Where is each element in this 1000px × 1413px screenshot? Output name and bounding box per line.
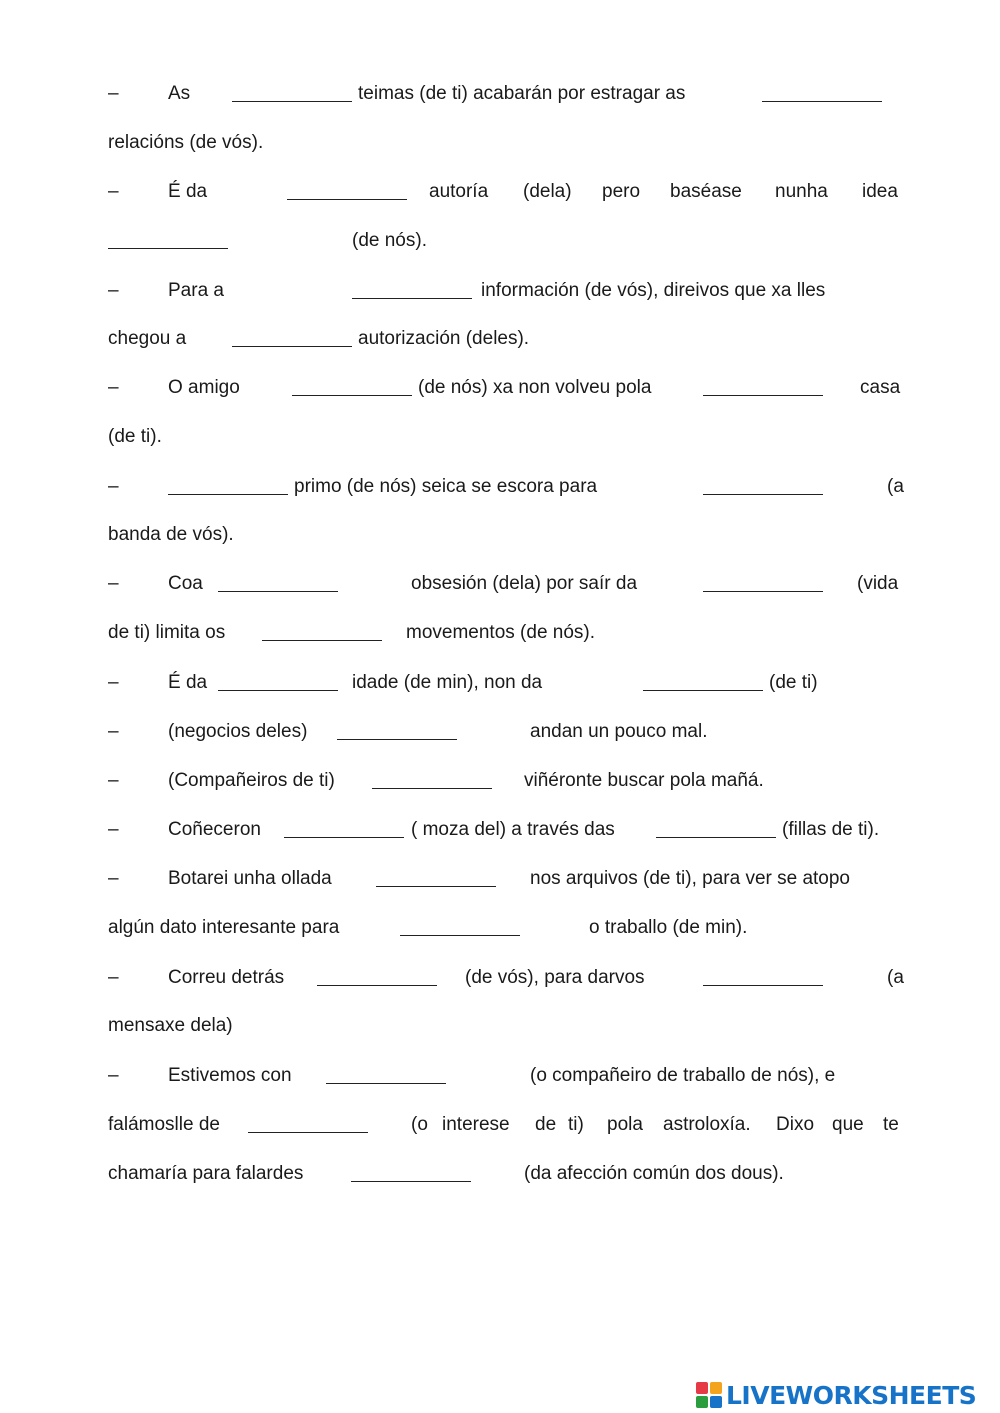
text-segment: ( moza del) a través das <box>411 819 615 840</box>
blank-input[interactable] <box>232 101 352 102</box>
exercise-line-20 <box>0 1011 1000 1041</box>
text-segment: (fillas de ti). <box>782 819 880 840</box>
text-segment: As <box>168 83 191 104</box>
exercise-line-14 <box>0 717 1000 747</box>
dash: – <box>108 377 119 398</box>
exercise-line-15 <box>0 766 1000 796</box>
blank-input[interactable] <box>317 985 437 986</box>
text-segment: viñéronte buscar pola mañá. <box>524 770 764 791</box>
text-segment: Coñeceron <box>168 819 261 840</box>
text-segment: (de nós) xa non volveu pola <box>418 377 652 398</box>
logo-tiles-icon <box>696 1382 722 1408</box>
exercise-line-2 <box>0 128 1000 158</box>
exercise-line-6 <box>0 324 1000 354</box>
text-segment: (de ti) <box>769 672 818 693</box>
text-segment: (o <box>411 1114 428 1135</box>
blank-input[interactable] <box>703 591 823 592</box>
text-segment: nos arquivos (de ti), para ver se atopo <box>530 868 851 889</box>
exercise-line-12 <box>0 618 1000 648</box>
text-segment: casa <box>860 377 901 398</box>
exercise-line-3 <box>0 177 1000 207</box>
blank-input[interactable] <box>287 199 407 200</box>
dash: – <box>108 967 119 988</box>
text-segment: relacións (de vós). <box>108 132 264 153</box>
dash: – <box>108 476 119 497</box>
text-segment: información (de vós), direivos que xa lles <box>481 280 826 301</box>
text-segment: Dixo <box>776 1114 815 1135</box>
liveworksheets-logo <box>696 1378 976 1412</box>
blank-input[interactable] <box>351 1181 471 1182</box>
text-segment: (a <box>887 967 904 988</box>
text-segment: movementos (de nós). <box>406 622 596 643</box>
text-segment: (negocios deles) <box>168 721 308 742</box>
exercise-line-16 <box>0 815 1000 845</box>
text-segment: Estivemos con <box>168 1065 292 1086</box>
blank-input[interactable] <box>218 591 338 592</box>
dash: – <box>108 721 119 742</box>
text-segment: (de vós), para darvos <box>465 967 645 988</box>
exercise-line-19 <box>0 963 1000 993</box>
blank-input[interactable] <box>703 985 823 986</box>
exercise-line-18 <box>0 913 1000 943</box>
dash: – <box>108 672 119 693</box>
text-segment: (o compañeiro de traballo de nós), e <box>530 1065 836 1086</box>
blank-input[interactable] <box>248 1132 368 1133</box>
text-segment: o traballo (de min). <box>589 917 748 938</box>
text-segment: ti) <box>568 1114 584 1135</box>
blank-input[interactable] <box>262 640 382 641</box>
text-segment: algún dato interesante para <box>108 917 340 938</box>
text-segment: Botarei unha ollada <box>168 868 332 889</box>
text-segment: de <box>535 1114 557 1135</box>
text-segment: primo (de nós) seica se escora para <box>294 476 598 497</box>
blank-input[interactable] <box>400 935 520 936</box>
text-segment: O amigo <box>168 377 240 398</box>
text-segment: (de ti). <box>108 426 162 447</box>
text-segment: falámoslle de <box>108 1114 220 1135</box>
text-segment: (vida <box>857 573 899 594</box>
blank-input[interactable] <box>337 739 457 740</box>
blank-input[interactable] <box>372 788 492 789</box>
dash: – <box>108 868 119 889</box>
dash: – <box>108 280 119 301</box>
text-segment: (a <box>887 476 904 497</box>
blank-input[interactable] <box>292 395 412 396</box>
text-segment: autorización (deles). <box>358 328 530 349</box>
text-segment: interese <box>442 1114 510 1135</box>
exercise-line-13 <box>0 668 1000 698</box>
brand-name: LIVEWORKSHEETS <box>726 1380 977 1410</box>
blank-input[interactable] <box>284 837 404 838</box>
text-segment: que <box>832 1114 864 1135</box>
blank-input[interactable] <box>762 101 882 102</box>
text-segment: banda de vós). <box>108 524 234 545</box>
dash: – <box>108 181 119 202</box>
text-segment: (Compañeiros de ti) <box>168 770 335 791</box>
text-segment: baséase <box>670 181 742 202</box>
text-segment: Coa <box>168 573 203 594</box>
exercise-line-17 <box>0 864 1000 894</box>
text-segment: astroloxía. <box>663 1114 751 1135</box>
exercise-line-4 <box>0 226 1000 256</box>
text-segment: obsesión (dela) por saír da <box>411 573 638 594</box>
text-segment: Correu detrás <box>168 967 285 988</box>
text-segment: te <box>883 1114 899 1135</box>
dash: – <box>108 1065 119 1086</box>
text-segment: chegou a <box>108 328 187 349</box>
blank-input[interactable] <box>108 248 228 249</box>
dash: – <box>108 770 119 791</box>
dash: – <box>108 83 119 104</box>
blank-input[interactable] <box>703 395 823 396</box>
text-segment: nunha <box>775 181 828 202</box>
text-segment: pola <box>607 1114 643 1135</box>
text-segment: (da afección común dos dous). <box>524 1163 784 1184</box>
exercise-line-10 <box>0 520 1000 550</box>
text-segment: (de nós). <box>352 230 427 251</box>
exercise-line-7 <box>0 373 1000 403</box>
text-segment: mensaxe dela) <box>108 1015 233 1036</box>
blank-input[interactable] <box>168 494 288 495</box>
exercise-line-21 <box>0 1061 1000 1091</box>
text-segment: Para a <box>168 280 224 301</box>
exercise-line-9 <box>0 472 1000 502</box>
blank-input[interactable] <box>218 690 338 691</box>
blank-input[interactable] <box>703 494 823 495</box>
blank-input[interactable] <box>326 1083 446 1084</box>
text-segment: de ti) limita os <box>108 622 226 643</box>
exercise-line-1 <box>0 79 1000 109</box>
blank-input[interactable] <box>656 837 776 838</box>
exercise-line-23 <box>0 1159 1000 1189</box>
text-segment: (dela) <box>523 181 572 202</box>
text-segment: idade (de min), non da <box>352 672 543 693</box>
text-segment: teimas (de ti) acabarán por estragar as <box>358 83 686 104</box>
blank-input[interactable] <box>643 690 763 691</box>
exercise-line-8 <box>0 422 1000 452</box>
dash: – <box>108 573 119 594</box>
text-segment: chamaría para falardes <box>108 1163 304 1184</box>
exercise-line-11 <box>0 569 1000 599</box>
blank-input[interactable] <box>352 298 472 299</box>
exercise-line-5 <box>0 276 1000 306</box>
exercise-line-22 <box>0 1110 1000 1140</box>
blank-input[interactable] <box>376 886 496 887</box>
text-segment: idea <box>862 181 898 202</box>
text-segment: É da <box>168 672 208 693</box>
dash: – <box>108 819 119 840</box>
text-segment: autoría <box>429 181 489 202</box>
blank-input[interactable] <box>232 346 352 347</box>
text-segment: pero <box>602 181 641 202</box>
text-segment: É da <box>168 181 208 202</box>
text-segment: andan un pouco mal. <box>530 721 708 742</box>
